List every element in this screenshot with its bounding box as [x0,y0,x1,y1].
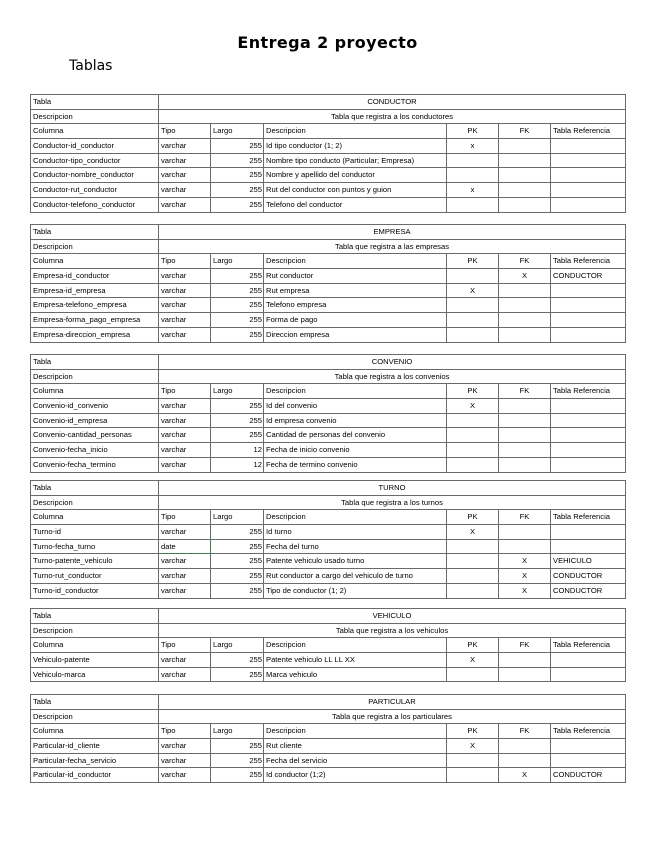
table-description-row [31,109,626,124]
table-name-row [31,225,626,240]
descripcion-label[interactable]: Descripcion [31,495,159,510]
table-conductor [30,94,626,213]
header-column[interactable]: Columna [31,124,159,139]
table-description-row [31,709,626,724]
cell-fk[interactable] [499,653,551,668]
table-turno [30,480,626,599]
cell-description[interactable]: Fecha del servicio [264,753,447,768]
cell-column[interactable]: Empresa-id_conductor [31,269,159,284]
cell-fk[interactable]: X [499,554,551,569]
header-pk[interactable]: PK [447,384,499,399]
cell-column[interactable]: Vehiculo-patente [31,653,159,668]
cell-reference[interactable] [551,667,626,682]
cell-length[interactable]: 255 [211,197,264,212]
cell-description[interactable]: Id turno [264,525,447,540]
table-row [31,768,626,783]
cell-reference[interactable] [551,399,626,414]
cell-description[interactable]: Fecha de termino convenio [264,457,447,472]
header-reference[interactable]: Tabla Referencia [551,638,626,653]
cell-column[interactable]: Particular-id_conductor [31,768,159,783]
cell-description[interactable]: Rut del conductor con puntos y guion [264,183,447,198]
header-type[interactable]: Tipo [159,724,211,739]
cell-column[interactable]: Convenio-id_convenio [31,399,159,414]
cell-description[interactable]: Telefono empresa [264,298,447,313]
header-pk[interactable]: PK [447,124,499,139]
cell-type[interactable]: varchar [159,653,211,668]
table-name-row [31,95,626,110]
table-name[interactable]: PARTICULAR [159,695,626,710]
cell-description[interactable]: Telefono del conductor [264,197,447,212]
cell-fk[interactable] [499,428,551,443]
table-row [31,539,626,554]
table-row [31,139,626,154]
table-description-row [31,369,626,384]
cell-description[interactable]: Cantidad de personas del convenio [264,428,447,443]
cell-length[interactable]: 255 [211,168,264,183]
table-name[interactable]: TURNO [159,481,626,496]
cell-description[interactable]: Rut conductor [264,269,447,284]
table-row [31,428,626,443]
header-column[interactable]: Columna [31,384,159,399]
header-fk[interactable]: FK [499,724,551,739]
cell-length[interactable]: 255 [211,569,264,584]
cell-type[interactable]: varchar [159,313,211,328]
header-reference[interactable]: Tabla Referencia [551,254,626,269]
table-description[interactable]: Tabla que registra a los conductores [159,109,626,124]
cell-pk[interactable]: X [447,653,499,668]
cell-pk[interactable] [447,413,499,428]
cell-length[interactable]: 255 [211,583,264,598]
cell-description[interactable]: Forma de pago [264,313,447,328]
cell-pk[interactable]: X [447,525,499,540]
tabla-label[interactable]: Tabla [31,695,159,710]
cell-fk[interactable] [499,753,551,768]
cell-reference[interactable] [551,139,626,154]
header-length[interactable]: Largo [211,510,264,525]
cell-fk[interactable]: X [499,583,551,598]
header-fk[interactable]: FK [499,384,551,399]
table-name[interactable]: CONVENIO [159,355,626,370]
cell-pk[interactable] [447,768,499,783]
cell-type[interactable]: varchar [159,269,211,284]
header-fk[interactable]: FK [499,254,551,269]
cell-type[interactable]: varchar [159,667,211,682]
table-row [31,313,626,328]
cell-column[interactable]: Conductor-rut_conductor [31,183,159,198]
cell-length[interactable]: 255 [211,739,264,754]
header-column[interactable]: Columna [31,638,159,653]
cell-pk[interactable]: X [447,399,499,414]
cell-type[interactable]: date [159,539,211,554]
cell-reference[interactable] [551,153,626,168]
cell-length[interactable]: 255 [211,283,264,298]
cell-length[interactable]: 255 [211,139,264,154]
header-fk[interactable]: FK [499,638,551,653]
table-description[interactable]: Tabla que registra a los particulares [159,709,626,724]
table-row [31,283,626,298]
cell-column[interactable]: Empresa-telefono_empresa [31,298,159,313]
table-row [31,168,626,183]
table-row [31,457,626,472]
cell-column[interactable]: Turno-fecha_turno [31,539,159,554]
column-header-row [31,638,626,653]
header-reference[interactable]: Tabla Referencia [551,124,626,139]
cell-length[interactable]: 255 [211,298,264,313]
tabla-label[interactable]: Tabla [31,355,159,370]
table-row [31,443,626,458]
table-description[interactable]: Tabla que registra a las empresas [159,239,626,254]
cell-description[interactable]: Patente vehiculo usado turno [264,554,447,569]
header-length[interactable]: Largo [211,124,264,139]
header-pk[interactable]: PK [447,510,499,525]
header-reference[interactable]: Tabla Referencia [551,510,626,525]
cell-fk[interactable] [499,168,551,183]
header-pk[interactable]: PK [447,638,499,653]
cell-description[interactable]: Direccion empresa [264,327,447,342]
cell-reference[interactable] [551,283,626,298]
cell-description[interactable]: Tipo de conductor (1; 2) [264,583,447,598]
column-header-row [31,724,626,739]
cell-column[interactable]: Empresa-direccion_empresa [31,327,159,342]
table-description-row [31,623,626,638]
cell-type[interactable]: varchar [159,768,211,783]
cell-fk[interactable] [499,443,551,458]
cell-pk[interactable] [447,327,499,342]
cell-type[interactable]: varchar [159,443,211,458]
header-description[interactable]: Descripcion [264,638,447,653]
cell-column[interactable]: Particular-fecha_servicio [31,753,159,768]
table-description-row [31,495,626,510]
cell-description[interactable]: Id empresa convenio [264,413,447,428]
cell-description[interactable]: Id tipo conductor (1; 2) [264,139,447,154]
cell-column[interactable]: Empresa-id_empresa [31,283,159,298]
header-length[interactable]: Largo [211,254,264,269]
cell-type[interactable]: varchar [159,428,211,443]
cell-pk[interactable] [447,753,499,768]
tabla-label[interactable]: Tabla [31,225,159,240]
header-description[interactable]: Descripcion [264,510,447,525]
table-row [31,525,626,540]
cell-length[interactable]: 12 [211,457,264,472]
cell-pk[interactable] [447,313,499,328]
cell-fk[interactable] [499,525,551,540]
table-name[interactable]: CONDUCTOR [159,95,626,110]
cell-reference[interactable] [551,539,626,554]
cell-reference[interactable]: VEHICULO [551,554,626,569]
cell-description[interactable]: Nombre y apellido del conductor [264,168,447,183]
cell-type[interactable]: varchar [159,327,211,342]
table-row [31,183,626,198]
cell-description[interactable]: Patente vehiculo LL LL XX [264,653,447,668]
cell-type[interactable]: varchar [159,139,211,154]
cell-length[interactable]: 255 [211,667,264,682]
table-row [31,197,626,212]
cell-column[interactable]: Conductor-nombre_conductor [31,168,159,183]
cell-length[interactable]: 255 [211,183,264,198]
cell-fk[interactable] [499,539,551,554]
table-empresa [30,224,626,343]
cell-pk[interactable] [447,153,499,168]
header-type[interactable]: Tipo [159,254,211,269]
header-description[interactable]: Descripcion [264,124,447,139]
header-reference[interactable]: Tabla Referencia [551,724,626,739]
descripcion-label[interactable]: Descripcion [31,369,159,384]
cell-fk[interactable] [499,327,551,342]
cell-pk[interactable]: x [447,139,499,154]
cell-pk[interactable] [447,667,499,682]
cell-type[interactable]: varchar [159,283,211,298]
table-particular [30,694,626,783]
cell-reference[interactable] [551,327,626,342]
header-reference[interactable]: Tabla Referencia [551,384,626,399]
table-row [31,327,626,342]
cell-fk[interactable] [499,298,551,313]
table-row [31,583,626,598]
cell-column[interactable]: Convenio-id_empresa [31,413,159,428]
table-description[interactable]: Tabla que registra a los turnos [159,495,626,510]
cell-type[interactable]: varchar [159,583,211,598]
cell-fk[interactable] [499,283,551,298]
table-name-row [31,695,626,710]
cell-reference[interactable] [551,313,626,328]
cell-column[interactable]: Particular-id_cliente [31,739,159,754]
cell-column[interactable]: Turno-rut_conductor [31,569,159,584]
cell-description[interactable]: Fecha de inicio convenio [264,443,447,458]
cell-fk[interactable] [499,139,551,154]
header-pk[interactable]: PK [447,724,499,739]
cell-length[interactable]: 255 [211,768,264,783]
header-column[interactable]: Columna [31,254,159,269]
cell-pk[interactable]: X [447,283,499,298]
cell-length[interactable]: 255 [211,525,264,540]
cell-fk[interactable]: X [499,269,551,284]
cell-reference[interactable] [551,739,626,754]
cell-reference[interactable] [551,168,626,183]
cell-column[interactable]: Convenio-cantidad_personas [31,428,159,443]
table-name[interactable]: VEHICULO [159,609,626,624]
cell-pk[interactable] [447,457,499,472]
column-header-row [31,510,626,525]
cell-description[interactable]: Rut cliente [264,739,447,754]
cell-description[interactable]: Id conductor (1;2) [264,768,447,783]
table-row [31,753,626,768]
cell-pk[interactable] [447,428,499,443]
cell-description[interactable]: Fecha del turno [264,539,447,554]
cell-fk[interactable] [499,197,551,212]
header-pk[interactable]: PK [447,254,499,269]
cell-column[interactable]: Turno-patente_vehiculo [31,554,159,569]
cell-type[interactable]: varchar [159,197,211,212]
cell-fk[interactable] [499,413,551,428]
cell-type[interactable]: varchar [159,168,211,183]
table-row [31,269,626,284]
page-title: Entrega 2 proyecto [237,33,418,52]
table-name-row [31,355,626,370]
column-header-row [31,384,626,399]
cell-description[interactable]: Id del convenio [264,399,447,414]
cell-pk[interactable]: x [447,183,499,198]
cell-pk[interactable] [447,569,499,584]
cell-length[interactable]: 255 [211,269,264,284]
table-description[interactable]: Tabla que registra a los convenios [159,369,626,384]
header-description[interactable]: Descripcion [264,254,447,269]
cell-description[interactable]: Rut empresa [264,283,447,298]
cell-length[interactable]: 12 [211,443,264,458]
descripcion-label[interactable]: Descripcion [31,709,159,724]
table-row [31,653,626,668]
table-row [31,569,626,584]
cell-length[interactable]: 255 [211,327,264,342]
cell-fk[interactable] [499,667,551,682]
table-row [31,413,626,428]
header-column[interactable]: Columna [31,510,159,525]
cell-reference[interactable] [551,653,626,668]
cell-pk[interactable] [447,298,499,313]
cell-reference[interactable] [551,428,626,443]
cell-length[interactable]: 255 [211,539,264,554]
cell-type[interactable]: varchar [159,153,211,168]
cell-description[interactable]: Rut conductor a cargo del vehiculo de turno [264,569,447,584]
cell-reference[interactable]: CONDUCTOR [551,569,626,584]
table-row [31,739,626,754]
cell-reference[interactable] [551,183,626,198]
table-description-row [31,239,626,254]
cell-fk[interactable] [499,457,551,472]
tabla-label[interactable]: Tabla [31,481,159,496]
column-header-row [31,254,626,269]
table-row [31,399,626,414]
cell-type[interactable]: varchar [159,413,211,428]
cell-column[interactable]: Turno-id_conductor [31,583,159,598]
cell-reference[interactable] [551,753,626,768]
cell-fk[interactable] [499,313,551,328]
cell-pk[interactable] [447,583,499,598]
cell-type[interactable]: varchar [159,569,211,584]
cell-reference[interactable] [551,298,626,313]
header-type[interactable]: Tipo [159,510,211,525]
cell-reference[interactable]: CONDUCTOR [551,768,626,783]
header-fk[interactable]: FK [499,124,551,139]
column-header-row [31,124,626,139]
table-row [31,298,626,313]
cell-fk[interactable] [499,153,551,168]
tabla-label[interactable]: Tabla [31,609,159,624]
cell-column[interactable]: Empresa-forma_pago_empresa [31,313,159,328]
cell-column[interactable]: Turno-id [31,525,159,540]
descripcion-label[interactable]: Descripcion [31,239,159,254]
cell-length[interactable]: 255 [211,313,264,328]
cell-length[interactable]: 255 [211,753,264,768]
cell-type[interactable]: varchar [159,753,211,768]
cell-column[interactable]: Convenio-fecha_termino [31,457,159,472]
cell-description[interactable]: Marca vehiculo [264,667,447,682]
cell-type[interactable]: varchar [159,457,211,472]
header-type[interactable]: Tipo [159,638,211,653]
header-length[interactable]: Largo [211,638,264,653]
table-name-row [31,609,626,624]
table-vehiculo [30,608,626,682]
cell-pk[interactable] [447,443,499,458]
cell-length[interactable]: 255 [211,653,264,668]
cell-reference[interactable]: CONDUCTOR [551,583,626,598]
table-name[interactable]: EMPRESA [159,225,626,240]
cell-fk[interactable] [499,399,551,414]
cell-type[interactable]: varchar [159,554,211,569]
cell-fk[interactable]: X [499,768,551,783]
header-fk[interactable]: FK [499,510,551,525]
cell-reference[interactable] [551,197,626,212]
cell-pk[interactable]: X [447,739,499,754]
cell-column[interactable]: Convenio-fecha_inicio [31,443,159,458]
cell-length[interactable]: 255 [211,413,264,428]
cell-pk[interactable] [447,554,499,569]
cell-length[interactable]: 255 [211,399,264,414]
cell-pk[interactable] [447,539,499,554]
cell-type[interactable]: varchar [159,183,211,198]
cell-pk[interactable] [447,168,499,183]
cell-type[interactable]: varchar [159,739,211,754]
cell-fk[interactable]: X [499,569,551,584]
cell-fk[interactable] [499,739,551,754]
header-column[interactable]: Columna [31,724,159,739]
header-length[interactable]: Largo [211,384,264,399]
cell-length[interactable]: 255 [211,554,264,569]
cell-fk[interactable] [499,183,551,198]
descripcion-label[interactable]: Descripcion [31,109,159,124]
cell-type[interactable]: varchar [159,298,211,313]
table-name-row [31,481,626,496]
cell-column[interactable]: Conductor-telefono_conductor [31,197,159,212]
table-row [31,554,626,569]
cell-pk[interactable] [447,197,499,212]
header-type[interactable]: Tipo [159,384,211,399]
cell-description[interactable]: Nombre tipo conducto (Particular; Empresa) [264,153,447,168]
table-row [31,667,626,682]
cell-column[interactable]: Conductor-id_conductor [31,139,159,154]
cell-length[interactable]: 255 [211,153,264,168]
cell-length[interactable]: 255 [211,428,264,443]
cell-reference[interactable] [551,443,626,458]
cell-column[interactable]: Conductor-tipo_conductor [31,153,159,168]
header-type[interactable]: Tipo [159,124,211,139]
cell-reference[interactable] [551,457,626,472]
table-description[interactable]: Tabla que registra a los vehiculos [159,623,626,638]
header-description[interactable]: Descripcion [264,384,447,399]
cell-column[interactable]: Vehiculo-marca [31,667,159,682]
tabla-label[interactable]: Tabla [31,95,159,110]
table-row [31,153,626,168]
cell-reference[interactable] [551,413,626,428]
descripcion-label[interactable]: Descripcion [31,623,159,638]
header-length[interactable]: Largo [211,724,264,739]
table-convenio [30,354,626,473]
cell-reference[interactable]: CONDUCTOR [551,269,626,284]
cell-type[interactable]: varchar [159,399,211,414]
cell-reference[interactable] [551,525,626,540]
header-description[interactable]: Descripcion [264,724,447,739]
cell-pk[interactable] [447,269,499,284]
page-subtitle: Tablas [69,58,113,74]
cell-type[interactable]: varchar [159,525,211,540]
